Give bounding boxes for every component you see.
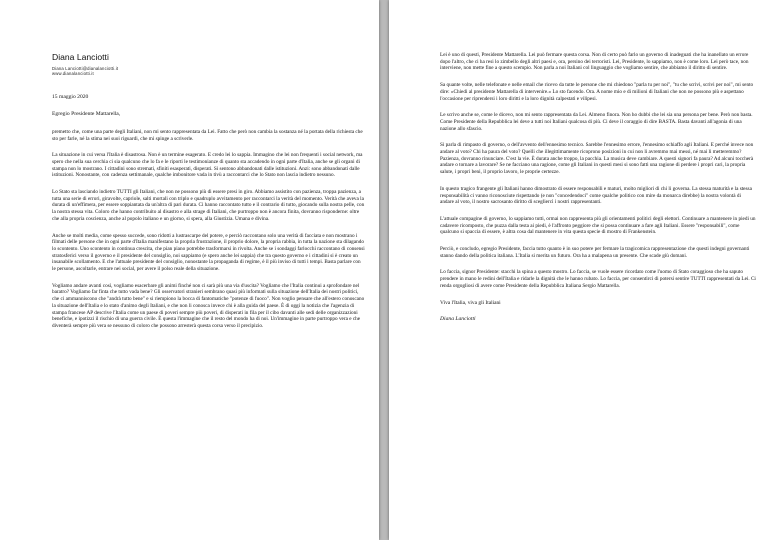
paragraph: Sa quante volte, nelle telefonate e nelle email che ricevo da tutte le persone che mi chiedono "parla tu per noi", "tu che scrivi, scrivi per noi", mi sento dire: «Chiedi al presidente Mattarella di intervenire.» Lo sto facendo. Ora. A nome mio e di milioni di Italiani che non ne possono più e aspettano l'occasione per riprendersi i loro diritti e la loro dignità calpestati e vilipesi. <box>440 82 754 102</box>
letter-page-1 <box>0 0 379 540</box>
letter-date: 15 maggio 2020 <box>52 93 89 100</box>
paragraph: Perciò, e concludo, egregio Presidente, faccia tutto quanto è in suo potere per fermare la tragicomica rappresentazione che questi indegni governanti stanno dando della politica italiana. L'Italia si merita un futuro. Ora ha a malapena un presente. Che scade giù domani. <box>440 246 750 259</box>
author-email: Diana Lanciotti@dianalanciotti.it <box>52 66 119 71</box>
paragraph: Lei è uno di questi, Presidente Mattarella. Lei può fermare questa corsa. Non di certo può farlo un governo di inadeguati che ha inanellato un errore dopo l'altro, che ci ha resi lo zimbello degli altri paesi e, ora, persino dei terroristi. Lei, Presidente, lo sappiamo, non è come loro. Lei però tace, non interviene, non mette fine a questo scempio. Non parla a noi Italiani col linguaggio che vogliamo sentire, che abbiamo il diritto di sentire. <box>440 52 749 72</box>
paragraph: L'attuale compagine di governo, lo sappiamo tutti, ormai non rappresenta più gli orientamenti politici degli elettori. Continuare a mantenere in piedi un cadavere ricomposto, che puzza dalla testa ai piedi, è l'affronto peggiore che si possa continuare a fare agli Italiani. Essere "responsabili", come qualcuno si spaccia di essere, è altra cosa dal mantenere in vita questa specie di mostro di Frankenstein. <box>440 215 756 236</box>
paragraph: Anche se molti media, come spesso succede, sono ridotti a lustrascarpe del potere, e perciò raccontano solo una verità di facciata e non mostrano i filmati delle persone che in ogni parte d'Italia manifestano la propria frustrazione, il proprio dolore, la propria rabbia, in tutta la nazione sta dilagando lo scontento. Uno scontento in continua crescita, che pian piano potrebbe trasformarsi in rivolta. Anche se i sondaggi farlocchi raccontano di consensi stratosferici verso il governo e il presidente del consiglio, noi sappiamo (e spero anche lei sappia) che tra questo governo e i cittadini si è creato un insanabile scollamento. E che l'attuale presidente del consiglio, nonostante la propaganda di regime, è il più inviso di tutti i tempi. Basta parlare con le persone, ascoltarle, entrare nei social, per avere il polso reale della situazione. <box>52 232 365 273</box>
closing-line: Viva l'Italia, viva gli Italiani <box>440 299 501 306</box>
letter-page-2 <box>389 0 768 540</box>
paragraph: In questo tragico frangente gli Italiani hanno dimostrato di essere responsabili e maturi, molto migliori di chi li governa. La stessa maturità e la stessa responsabilità ci vanno riconosciute rispettando (e non "concedendoci" come qualche politico con mire da monarca direbbe) la nostra volontà di andare al voto, il nostro sacrosanto diritto di scegliercì i nostri rappresentanti. <box>440 185 752 206</box>
salutation: Egregio Presidente Mattarella, <box>52 110 121 117</box>
paragraph: La situazione in cui versa l'Italia è disastrosa. Non è un termine esagerato. E credo lei lo sappia. Immagino che lei non frequenti i social network, ma spero che nella sua cerchia ci sia qualcuno che lo fa e le riporti le testimonianze di quanto sta accadendo in ogni parte d'Italia, anche se gli organi di stampa non lo mostrano. I cittadini sono stremati, sfiniti esasperati, disperati. Si sentono abbandonati dalle istituzioni. Anzi: sono abbandonati dalle istituzioni. Nonostante, con cadenza settimanale, qualche imbonitore vada in tivù a raccontarci che lo Stato non lascia indietro nessuno. <box>52 152 363 179</box>
author-name: Diana Lanciotti <box>52 52 109 62</box>
author-website: www.dianalanciotti.it <box>52 71 94 77</box>
paragraph: Si parla di rimpasto di governo, o dell'avvento dell'ennesimo tecnico. Sarebbe l'ennesimo errore, l'ennesimo schiaffo agli Italiani. E perché invece non andare al voto? Chi ha paura del voto? Quelli che illegittimamente ricoprono posizioni in cui non li avremmo mai messi, né mai li metteremmo? Pazienza, dovranno rinunciare. C'est la vie. È durata anche troppo, la pacchia. La musica deve cambiare. A questi signori fa paura? Ad alcuni toccherà andare o tornare a lavorare? Se ne facciano una ragione, come gli Italiani in questi mesi si sono fatti una ragione di perdere i propri cari, la propria salute, i propri beni, il proprio lavoro, le proprie certezze. <box>440 142 754 176</box>
signature: Diana Lanciotti <box>440 315 476 322</box>
paragraph: premetto che, come una parte degli Italiani, non mi sento rappresentata da Lei. Fatto che però non cambia la sostanza né la portata della richiesta che sto per farle, né la stima nei suoi riguardi, che mi spinge a scriverle. <box>52 128 363 142</box>
paragraph: Vogliamo andare avanti così, vogliamo esacerbare gli animi finché non ci sarà più una via d'uscita? Vogliamo che l'Italia continui a sprofondare nel baratro? Vogliamo far finta che tutto vada bene? Gli osservatori stranieri sembrano quasi più informati sulla situazione dell'Italia dei nostri politici, che ci ammanniscono che "andrà tutto bene" e si riempiono la bocca di fantomatiche "potenze di fuoco". Non voglio pensare che all'estero conoscano la situazione dell'Italia e lo stato d'animo degli Italiani, e che non li conosca invece chi è alla guida del paese. È di oggi la notizia che l'agenzia di stampa francese AP descrive l'Italia come un paese di poveri sempre più poveri, di disperati in fila per il cibo davanti alle sedi delle organizzazioni benefiche, e ipotizzi il rischio di una guerra civile. È questa l'immagine che il resto del mondo ha di noi. Un'immagine in parte purtroppo vera e che diventerà sempre più vera se nessuno di coloro che possono arresterà questa corsa verso il precipizio. <box>52 282 365 329</box>
paragraph: Lo Stato sta lasciando indietro TUTTI gli Italiani, che non ne possono più di essere presi in giro. Abbiamo assistito con pazienza, troppa pazienza, a tutta una serie di errori, giravolte, capriole, salti mortali con triplo e quadruplo avvitamento per raccontarci la verità del momento. Verità che aveva la durata di un'effimera, per essere soppiantata da un'altra di pari durata. Ci hanno raccontato tutto e il contrario di tutto, giocando sulla nostra pelle, con la nostra stessa vita. Coloro che hanno contribuito al disastro e alla strage di Italiani, che purtroppo non è ancora finita, dovranno risponderne: oltre che alla propria coscienza, anche al popolo italiano e un giorno, si spera, alla Giustizia. Umana e divina. <box>52 189 365 222</box>
paragraph: Lo faccia, signor Presidente: stacchi la spina a questo mostro. Lo faccia, se vuole essere ricordato come l'uomo di Stato coraggioso che ha saputo prendere in mano le redini dell'Italia e ridarle la dignità che le hanno rubato. Lo faccia, per consentirci di potersi sentire TUTTI rappresentati da Lei. Ci renda orgogliosi di avere come Presidente della Repubblica Italiana Sergio Mattarella. <box>440 269 756 289</box>
paragraph: Le scrivo anche se, come le dicevo, non mi sento rappresentata da Lei. Almeno finora. Non ho dubbi che lei sia una persona per bene. Però non basta. Come Presidente della Repubblica lei deve a tutti noi Italiani qualcosa di più. Ci deve il coraggio di dire BASTA. Basta davanti all'agonia di una nazione allo sfascio. <box>440 112 753 132</box>
